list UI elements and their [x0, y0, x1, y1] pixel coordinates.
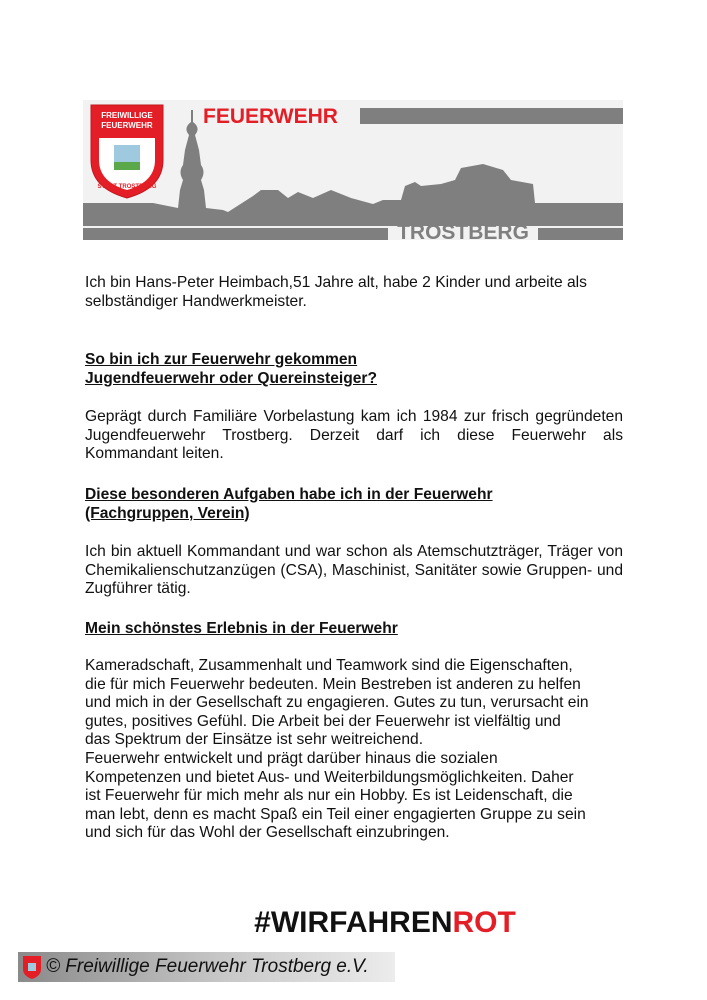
- section-3-heading: Mein schönstes Erlebnis in der Feuerwehr: [85, 620, 398, 637]
- section-2-heading: Diese besonderen Aufgaben habe ich in der Feuerwehr (Fachgruppen, Verein): [85, 486, 493, 522]
- svg-text:FEUERWEHR: FEUERWEHR: [101, 121, 153, 130]
- banner-title: FEUERWEHR: [203, 105, 338, 128]
- svg-text:STADT TROSTBERG: STADT TROSTBERG: [97, 184, 157, 190]
- crest-icon: [21, 954, 43, 980]
- footer-copyright-bar: [18, 952, 395, 982]
- section-1-body: Geprägt durch Familiäre Vorbelastung kam ich 1984 zur frisch gegründeten Jugendfeuerwehr Trostberg. Derzeit darf ich diese Feuerwehr als Kommandant leiten.: [85, 408, 623, 463]
- hashtag: #WIRFAHRENROT: [254, 906, 516, 939]
- header-banner: [83, 100, 623, 240]
- svg-text:FREIWILLIGE: FREIWILLIGE: [101, 111, 153, 120]
- copyright-text: © Freiwillige Feuerwehr Trostberg e.V.: [46, 956, 369, 977]
- skyline-logo: [83, 100, 623, 240]
- section-1-heading: So bin ich zur Feuerwehr gekommen Jugendfeuerwehr oder Quereinsteiger?: [85, 351, 378, 387]
- intro-paragraph: Ich bin Hans-Peter Heimbach,51 Jahre alt, habe 2 Kinder und arbeite als selbständiger Handwerkmeister.: [85, 274, 587, 310]
- banner-subtitle: TROSTBERG: [397, 221, 529, 240]
- section-3-body: Kameradschaft, Zusammenhalt und Teamwork sind die Eigenschaften, die für mich Feuerwehr bedeuten. Mein Bestreben ist anderen zu helfen und mich in der Gesellschaft zu engagieren. Gutes zu tun, verursacht ein gutes, positives Gefühl. Die Arbeit bei der Feuerwehr ist vielfältig und das Spektrum der Einsätze ist sehr weitreichend. Feuerwehr entwickelt und prägt darüber hinaus die sozialen Kompetenzen und bietet Aus- und Weiterbildungsmöglichkeiten. Daher ist Feuerwehr für mich mehr als nur ein Hobby. Es ist Leidenschaft, die man lebt, denn es macht Spaß ein Teil einer engagierten Gruppe zu sein und sich für das Wohl der Gesellschaft einzubringen.: [85, 657, 589, 842]
- section-2-body: Ich bin aktuell Kommandant und war schon als Atemschutzträger, Träger von Chemikalienschutzanzügen (CSA), Maschinist, Sanitäter sowie Gruppen- und Zugführer tätig.: [85, 543, 623, 598]
